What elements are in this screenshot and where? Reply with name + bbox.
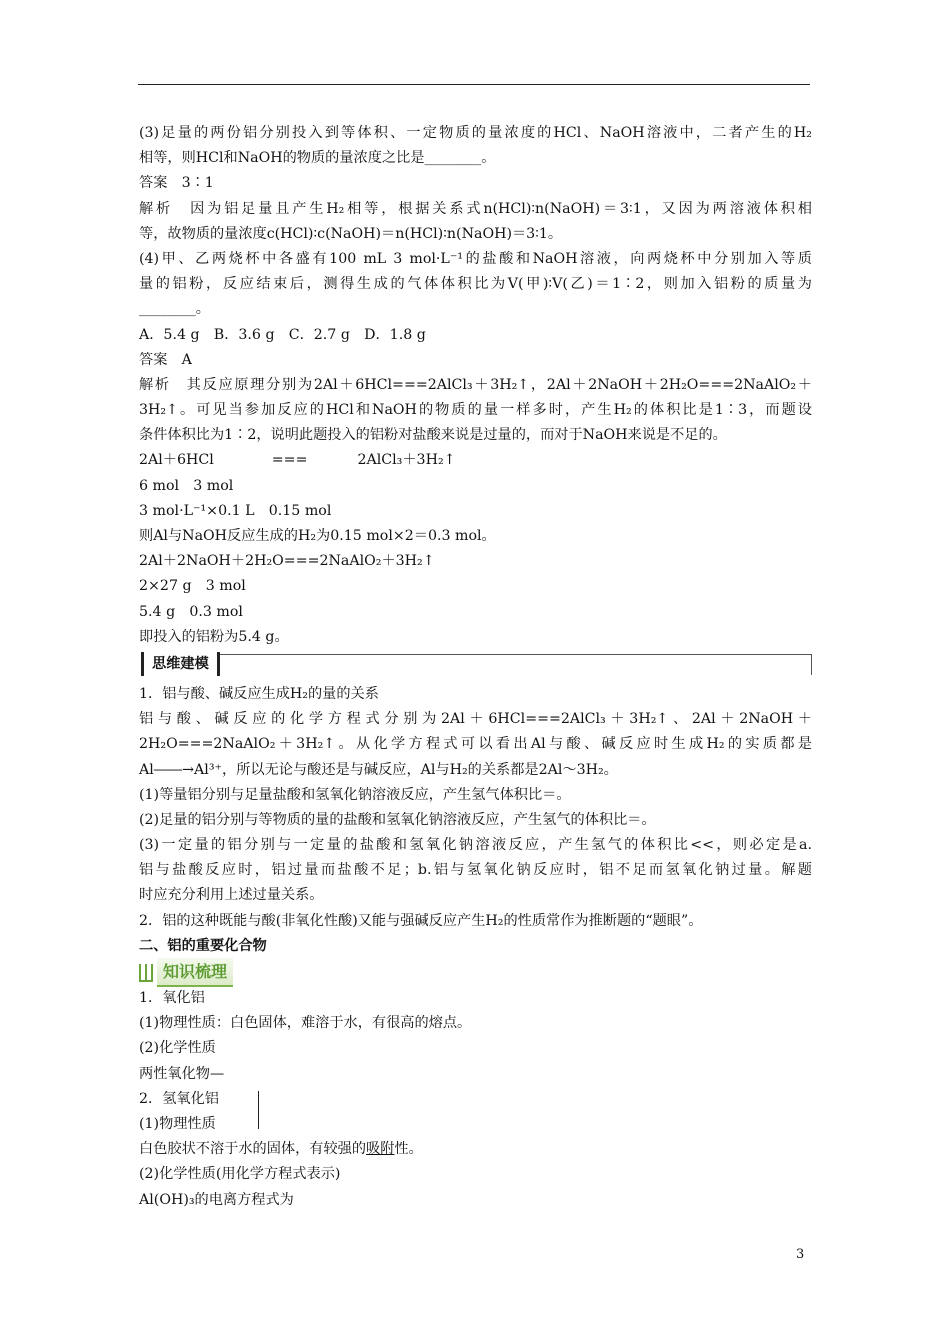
text-line: 即投入的铝粉为5.4 g。: [139, 628, 289, 645]
text-line: (4)甲、乙两烧杯中各盛有100 mL 3 mol·L⁻¹的盐酸和NaOH溶液，向两烧杯中分别加入等质: [139, 250, 812, 267]
text-line: 时应充分利用上述过量关系。: [139, 887, 324, 904]
text-line: 条件体积比为1∶2，说明此题投入的铝粉对盐酸来说是过量的，而对于NaOH来说是不足的。: [139, 427, 727, 444]
answer-line: 答案 3∶1: [139, 175, 214, 192]
banner-title: 思维建模: [141, 652, 220, 676]
text-line: 5.4 g 0.3 mol: [139, 603, 243, 620]
book-icon: [139, 964, 153, 982]
text-line: (2)足量的铝分别与等物质的量的盐酸和氢氧化钠溶液反应，产生氢气的体积比＝。: [139, 811, 656, 828]
text-line: 3 mol·L⁻¹×0.1 L 0.15 mol: [139, 502, 332, 519]
text-span: 白色胶状不溶于水的固体，有较强的: [139, 1141, 367, 1158]
text-line: 2．铝的这种既能与酸(非氧化性酸)又能与强碱反应产生H₂的性质常作为推断题的“题眼”。: [139, 912, 703, 929]
analysis-line: 解析 因为铝足量且产生H₂相等，根据关系式n(HCl)∶n(NaOH)＝3∶1，又因为两溶液体积相: [139, 200, 812, 217]
text-line: 量的铝粉，反应结束后，测得生成的气体体积比为V(甲)∶V(乙)＝1∶2，则加入铝粉的质量为: [139, 276, 812, 293]
text-line: 铝与盐酸反应时，铝过量而盐酸不足；b.铝与氢氧化钠反应时，铝不足而氢氧化钠过量。解题: [139, 862, 812, 879]
equation-left: 2Al＋6HCl: [139, 452, 214, 469]
badge-label: 知识梳理: [157, 958, 233, 987]
equation-line: [139, 448, 812, 473]
equation-line: 2Al＋2NaOH＋2H₂O===2NaAlO₂＋3H₂↑: [139, 553, 435, 570]
text-line: (2)化学性质: [139, 1040, 216, 1057]
text-line: (3)足量的两份铝分别投入到等体积、一定物质的量浓度的HCl、NaOH溶液中，二者产生的H₂: [139, 125, 812, 141]
text-line: 1．铝与酸、碱反应生成H₂的量的关系: [139, 685, 379, 702]
text-line: 2H₂O===2NaAlO₂＋3H₂↑。从化学方程式可以看出Al与酸、碱反应时生成H₂的实质都是: [139, 736, 812, 753]
text-line: 2．氢氧化铝: [139, 1090, 219, 1107]
text-line: [139, 1137, 812, 1162]
text-line: 等，故物质的量浓度c(HCl)∶c(NaOH)＝n(HCl)∶n(NaOH)＝3∶1。: [139, 225, 563, 242]
equation-right: 2AlCl₃＋3H₂↑: [357, 452, 456, 469]
text-line: (1)等量铝分别与足量盐酸和氢氧化钠溶液反应，产生氢气体积比＝。: [139, 786, 571, 803]
header-rule: [138, 84, 810, 85]
text-line: 3H₂↑。可见当参加反应的HCl和NaOH的物质的量一样多时，产生H₂的体积比是1∶3，而题设: [139, 402, 812, 419]
answer-blank: ________。: [139, 301, 210, 318]
text-line: 2×27 g 3 mol: [139, 578, 246, 595]
text-line: 则Al与NaOH反应生成的H₂为0.15 mol×2＝0.3 mol。: [139, 528, 496, 544]
section-heading: 二、铝的重要化合物: [139, 937, 267, 954]
underlined-term: 吸附: [366, 1141, 395, 1158]
page-number: 3: [796, 1247, 805, 1262]
page-body: [139, 121, 812, 1213]
choices-line: A．5.4 g B．3.6 g C．2.7 g D．1.8 g: [139, 326, 426, 343]
text-line: Al――→Al³⁺，所以无论与酸还是与碱反应，Al与H₂的关系都是2Al～3H₂。: [139, 761, 618, 778]
bracket-line: [258, 1091, 259, 1129]
text-line: 铝与酸、碱反应的化学方程式分别为2Al＋6HCl===2AlCl₃＋3H₂↑、2Al＋2NaOH＋: [139, 711, 812, 728]
section-banner: [139, 652, 812, 682]
analysis-line: 解析 其反应原理分别为2Al＋6HCl===2AlCl₃＋3H₂↑，2Al＋2NaOH＋2H₂O===2NaAlO₂＋: [139, 376, 812, 393]
text-line: (2)化学性质(用化学方程式表示): [139, 1166, 341, 1183]
text-line: 相等，则HCl和NaOH的物质的量浓度之比是________。: [139, 150, 496, 167]
text-line: 两性氧化物—: [139, 1065, 225, 1082]
answer-line: 答案 A: [139, 351, 192, 368]
knowledge-badge: [139, 959, 812, 986]
banner-frame: [143, 654, 812, 675]
equation-arrow: ===: [271, 452, 308, 469]
text-line: (3)一定量的铝分别与一定量的盐酸和氢氧化钠溶液反应，产生氢气的体积比<<，则必定是a.: [139, 837, 812, 854]
text-line: 1．氧化铝: [139, 990, 205, 1006]
text-line: (1)物理性质：白色固体，难溶于水，有很高的熔点。: [139, 1015, 472, 1032]
text-span: 性。: [394, 1141, 423, 1158]
text-line: 6 mol 3 mol: [139, 477, 234, 494]
text-line: (1)物理性质: [139, 1115, 216, 1132]
text-line: Al(OH)₃的电离方程式为: [139, 1191, 294, 1208]
